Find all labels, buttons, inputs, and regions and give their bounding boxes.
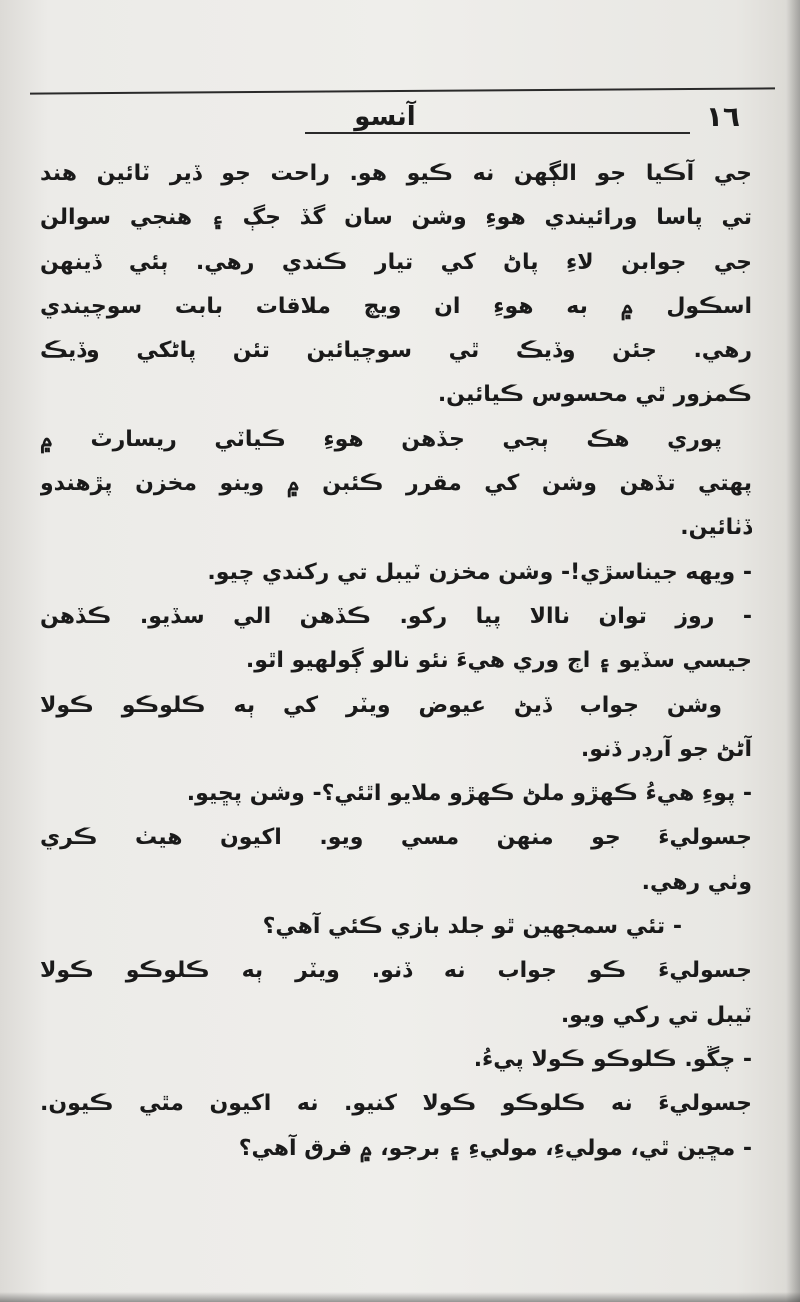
text-line: - تئي سمجهين ٿو جلد بازي ڪئي آهي؟ [262,914,682,940]
text-line: تي پاسا ورائيندي هوءِ وشن سان گڏ جڳ ۽ هنجي سوالن [40,205,752,231]
title-underline [305,132,690,134]
text-line: ڪمزور ٿي محسوس ڪيائين. [437,382,752,408]
running-title: آنسو [354,102,416,132]
text-line: رهي. جئن وڏيڪ ٿي سوچيائين تئن پاڻکي وڏيڪ [40,338,752,364]
text-line: - روز توان ناالا پيا رکو. ڪڏهن الي سڏيو. ڪڏهن [40,603,752,629]
text-line: جيسي سڏيو ۽ اڄ وري هيءَ نئو نالو ڳولهيو اٿو. [245,648,752,674]
page-bottom-edge [0,1292,800,1302]
text-line: اسڪول ۾ به هوءِ ان ويچ ملاقات بابت سوچيندي [40,293,752,319]
text-line: وٺي رهي. [641,869,752,895]
text-line: پوري هڪ ٻجي جڏهن هوءِ ڪياٽي ريسارٽ ۾ [40,426,722,452]
text-line: جسوليءَ جو منهن مسي ويو. اکيون هيٺ ڪري [40,825,752,851]
page-edge-shadow [786,0,800,1302]
text-line: - پوءِ هيءُ ڪهڙو ملڻ ڪهڙو ملايو اٿئي؟- وشن پڇيو. [186,781,752,807]
body-text [40,152,752,1171]
text-line: پهتي تڏهن وشن کي مقرر ڪئبن ۾ وينو مخزن پڙهندو [40,471,752,497]
text-line: - چڱو. ڪلوڪو ڪولا پيءُ. [473,1046,752,1072]
text-line: - مڇين ٿي، موليءِ، موليءِ ۽ برجو، ۾ فرق آهي؟ [238,1135,752,1161]
text-line: ٽيبل تي رکي ويو. [560,1002,752,1028]
text-line: آڻڻ جو آرڊر ڏنو. [580,736,752,762]
text-line: ڏٺائين. [680,515,752,541]
text-line: جسوليءَ ڪو جواب نه ڏنو. ويٽر ٻه ڪلوڪو ڪولا [40,958,752,984]
text-line: وشن جواب ڏيڻ عيوض ويٽر کي ٻه ڪلوڪو ڪولا [40,692,722,718]
page-number: ١٦ [705,100,740,133]
text-line: جي آڪيا جو الڳهن نه ڪيو هو. راحت جو ڏير ٽائين هند [40,161,752,186]
text-line: جي جوابن لاءِ پاڻ کي تيار ڪندي رهي. ٻئي ڏينهن [40,249,752,275]
text-line: جسوليءَ نه ڪلوڪو ڪولا کنيو. نه اکيون مٿي ڪيون. [40,1091,752,1117]
text-line: - ويهه جيناسڙي!- وشن مخزن ٽيبل تي رکندي چيو. [207,559,752,585]
